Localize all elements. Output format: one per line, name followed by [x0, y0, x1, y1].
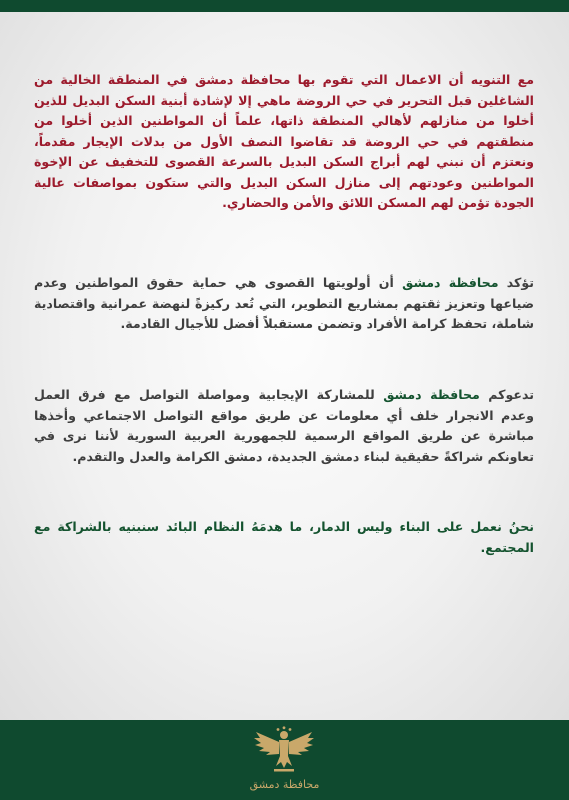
notice-paragraph: مع التنويه أن الاعمال التي تقوم بها محافظة دمشق في المنطقة الخالية من الشاغلين قبل التحرير في حي الروضة ماهي إلا لإشادة أبنية السكن البديل للذين أخلوا من منازلهم لأهالي المنطقة ذاتها، علماً أن المواطنين الذين أخلوا من منطقتهم في حي الروضة قد تقاضوا النصف الأول من بدلات الإيجار مقدماً، ونعتزم أن نبني لهم أبراج السكن البديل بالسرعة القصوى للتخفيف عن الإخوة المواطنين وعودتهم إلى منازل السكن البديل والتي ستكون بمواصفات عالية الجودة تؤمن لهم المسكن اللائق والأمن والحضاري. — [34, 72, 534, 210]
closing-paragraph: نحنُ نعمل على البناء وليس الدمار، ما هدمَهُ النظام البائد سنبنيه بالشراكة مع المجتمع. — [34, 519, 534, 555]
priorities-lead: تؤكد — [506, 275, 534, 290]
footer-governorate-label: محافظة دمشق — [249, 778, 320, 791]
top-green-band — [0, 0, 569, 12]
priorities-org-name: محافظة دمشق — [402, 275, 499, 290]
invitation-paragraph — [34, 385, 534, 467]
footer-band — [0, 720, 569, 800]
priorities-body: أن أولويتها القصوى هي حماية حقوق المواطنين وعدم ضياعها وتعزيز ثقتهم بمشاريع التطوير، التي تُعد ركيزةً لنهضة عمرانية واقتصادية شاملة، تحفظ كرامة الأفراد وتضمن مستقبلاً أفضل للأجيال القادمة. — [34, 275, 534, 331]
invitation-lead: تدعوكم — [488, 387, 534, 402]
eagle-emblem-icon — [252, 726, 316, 776]
invitation-body: للمشاركة الإيجابية ومواصلة التواصل مع فرق العمل وعدم الانجرار خلف أي معلومات عن طريق مواقع التواصل الاجتماعي وأخذها مباشرة عن طريق المواقع الرسمية للجمهورية العربية السورية لأننا نرى في تعاونكم شراكةً حقيقية لبناء دمشق الجديدة، دمشق الكرامة والعدل والتقدم. — [34, 387, 534, 464]
invitation-org-name: محافظة دمشق — [383, 387, 480, 402]
priorities-paragraph — [34, 273, 534, 335]
